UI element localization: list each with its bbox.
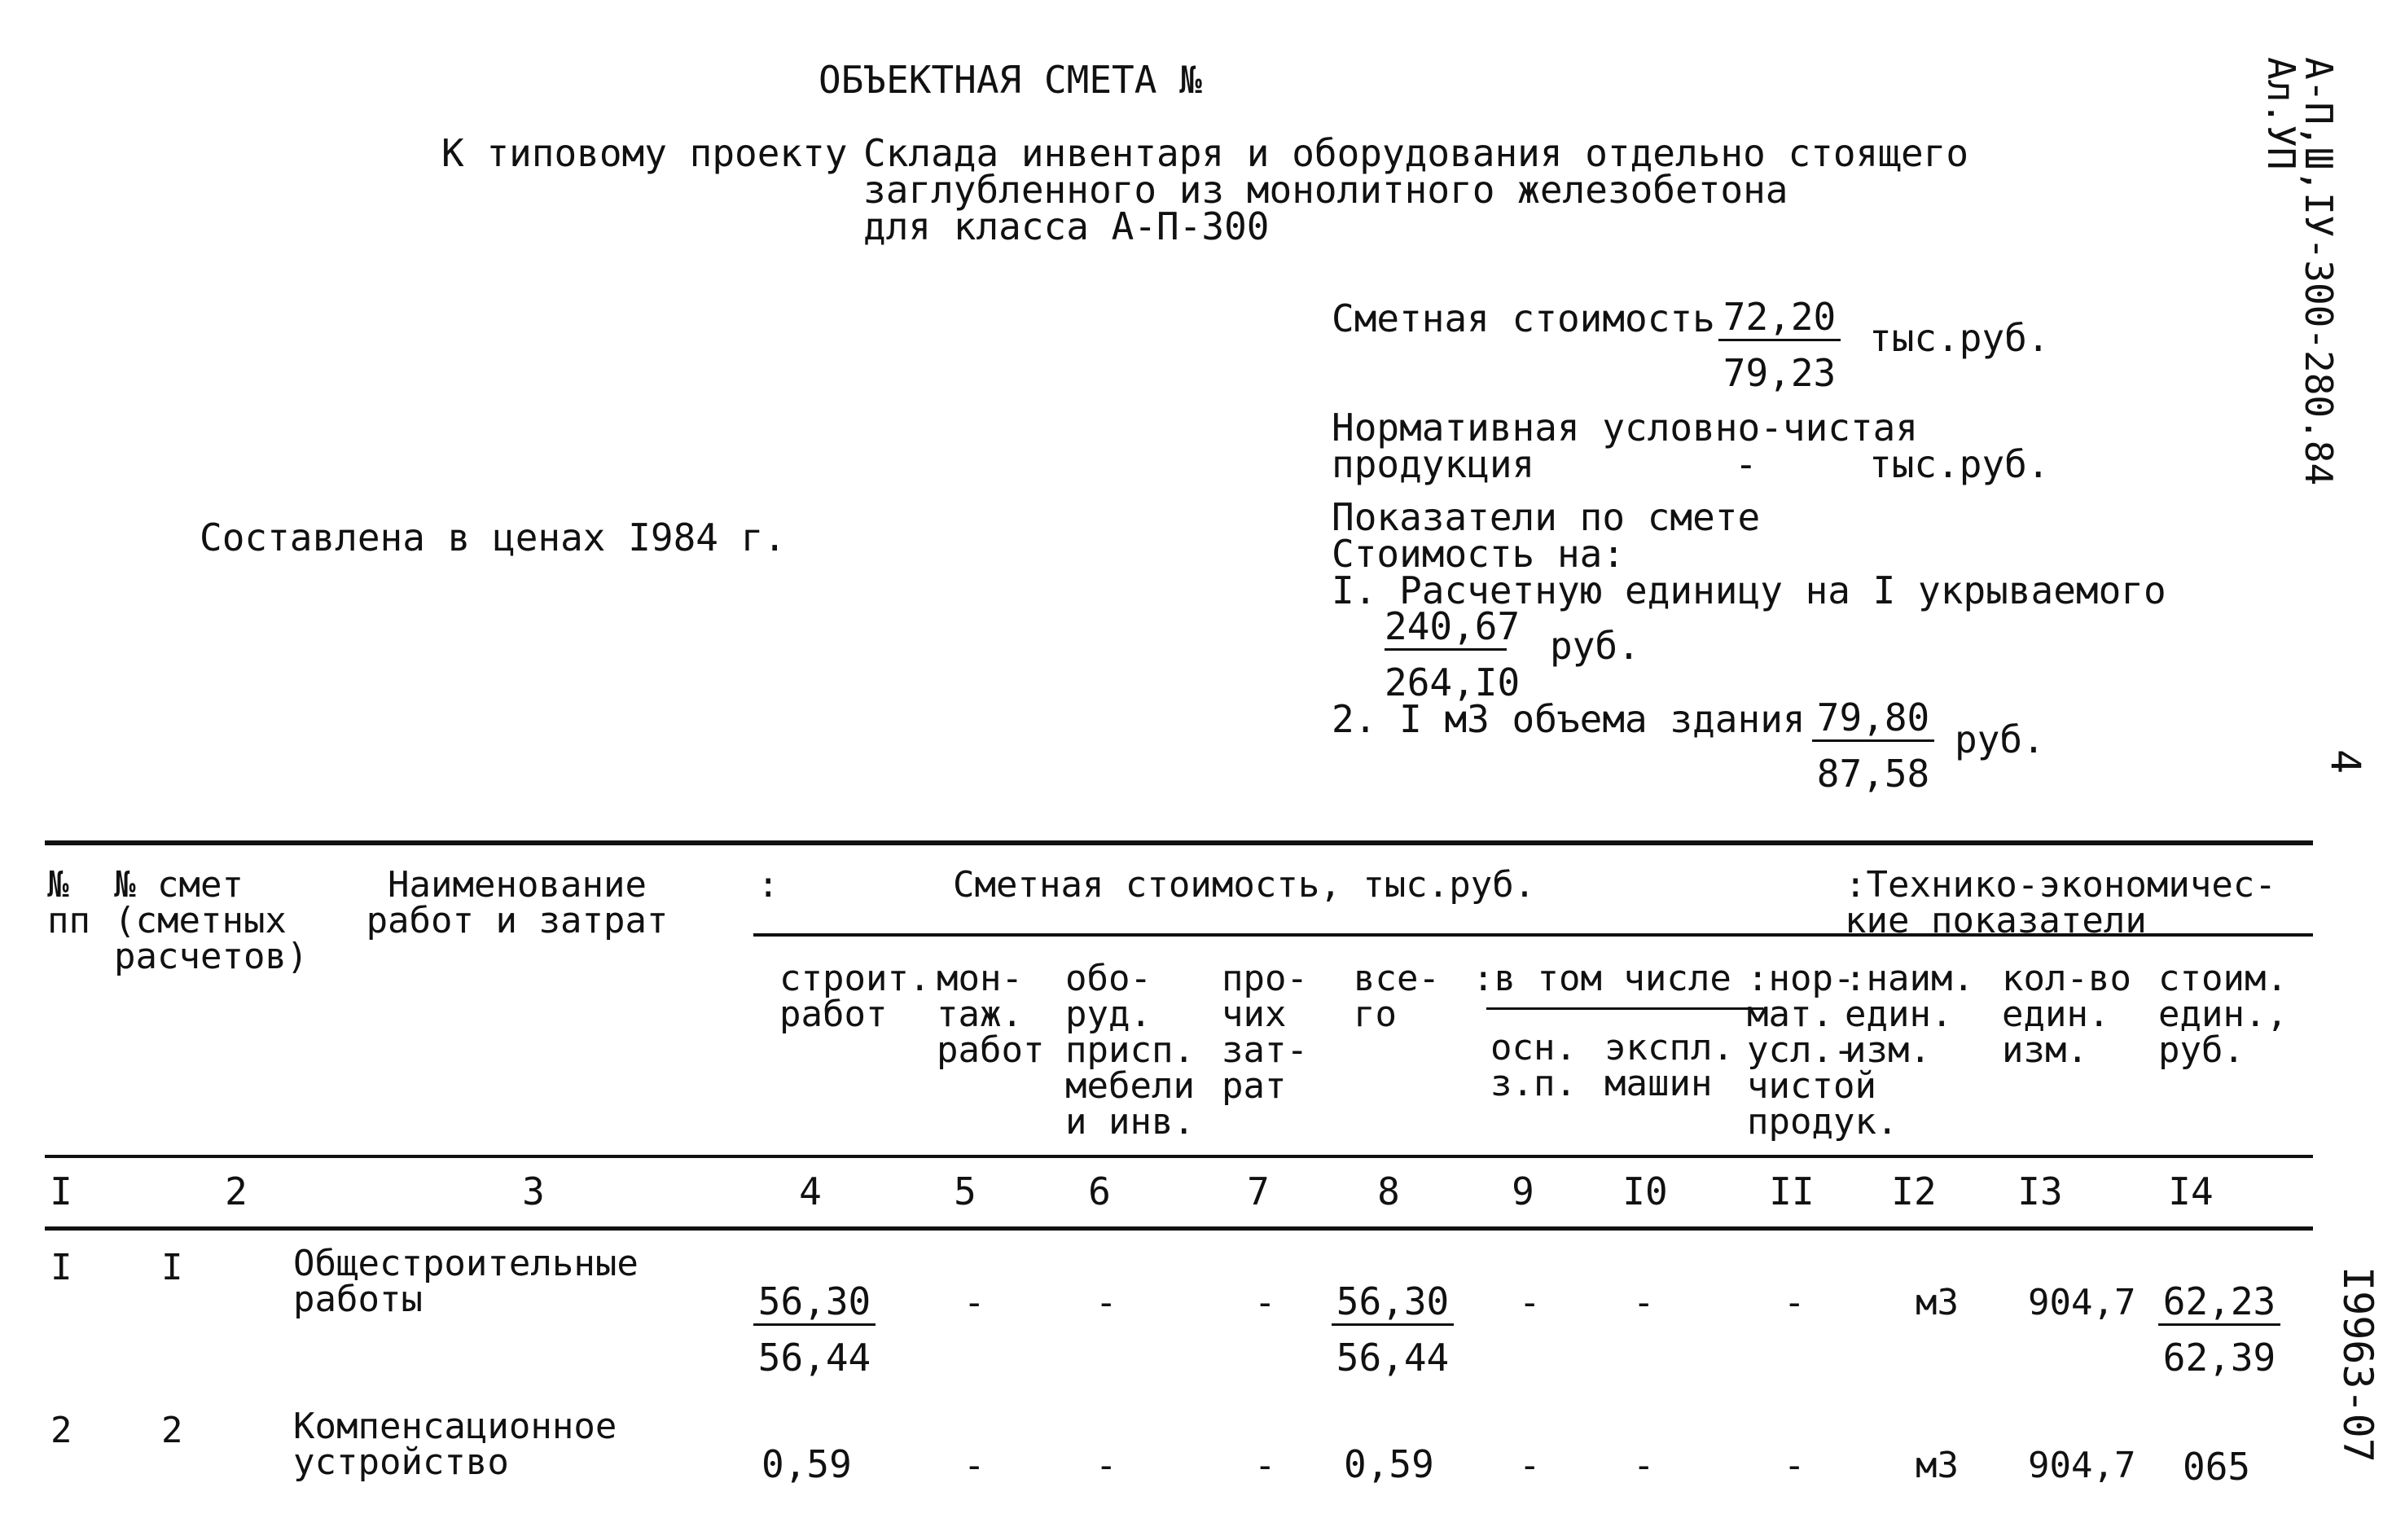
row-1-unit-cost bbox=[2158, 1279, 2280, 1380]
indicator-2-current: 79,80 bbox=[1812, 699, 1934, 742]
page-number: 4 bbox=[2322, 749, 2369, 774]
row-2-estimate: 2 bbox=[161, 1410, 183, 1451]
row-2-unit: м3 bbox=[1916, 1445, 1959, 1486]
header-tech-group: :Технико-экономичес- кие показатели bbox=[1845, 864, 2276, 941]
row-2-wages: - bbox=[1519, 1445, 1541, 1486]
col-number-12: I2 bbox=[1891, 1169, 1937, 1213]
row-2-unit-cost: 065 bbox=[2183, 1445, 2251, 1489]
row-1-construction-adjusted: 56,44 bbox=[757, 1336, 871, 1380]
row-1-unit-cost-adjusted: 62,39 bbox=[2162, 1336, 2276, 1380]
row-1-machines: - bbox=[1633, 1282, 1655, 1323]
row-1-wages: - bbox=[1519, 1282, 1541, 1323]
doc-code-vertical bbox=[2259, 57, 2341, 486]
indicator-2-adjusted: 87,58 bbox=[1816, 752, 1930, 796]
col-number-1: I bbox=[50, 1169, 72, 1213]
col-number-14: I4 bbox=[2168, 1169, 2214, 1213]
row-1-installation: - bbox=[963, 1282, 985, 1323]
indicator-2-unit: руб. bbox=[1955, 717, 2045, 761]
estimated-cost-current: 72,20 bbox=[1718, 298, 1841, 341]
row-1-number: I bbox=[50, 1247, 72, 1288]
row-2-construction: 0,59 bbox=[761, 1442, 852, 1486]
indicators-heading: Показатели по смете bbox=[1332, 495, 1761, 539]
row-1-total bbox=[1332, 1279, 1454, 1380]
header-col-5: мон- таж. работ bbox=[937, 958, 1045, 1071]
normative-label-2: продукция bbox=[1332, 442, 1535, 486]
row-2-quantity: 904,7 bbox=[2028, 1445, 2136, 1486]
row-2-net-product: - bbox=[1784, 1445, 1806, 1486]
indicator-item-2: 2. I м3 объема здания bbox=[1332, 697, 1806, 741]
row-2-name: Компенсационное устройство bbox=[293, 1406, 617, 1483]
row-2-total: 0,59 bbox=[1344, 1442, 1434, 1486]
document-title: ОБЪЕКТНАЯ СМЕТА № bbox=[818, 58, 1202, 102]
normative-label-1: Нормативная условно-чистая bbox=[1332, 406, 1919, 450]
row-2-other: - bbox=[1254, 1445, 1276, 1486]
indicator-1-value bbox=[1385, 604, 1521, 704]
estimated-cost-label: Сметная стоимость bbox=[1332, 296, 1715, 340]
row-1-total-current: 56,30 bbox=[1332, 1283, 1454, 1326]
estimated-cost-unit: тыс.руб. bbox=[1869, 316, 2050, 360]
col-number-6: 6 bbox=[1088, 1169, 1111, 1213]
header-col-4: строит. работ bbox=[779, 958, 931, 1035]
estimated-cost-adjusted: 79,23 bbox=[1723, 351, 1837, 395]
table-incl-rule bbox=[1486, 1007, 1763, 1010]
indicator-item-1: I. Расчетную единицу на I укрываемого bbox=[1332, 568, 2166, 612]
row-1-unit-cost-current: 62,23 bbox=[2158, 1283, 2280, 1326]
project-line-2: заглубленного из монолитного железобетона bbox=[863, 168, 1788, 212]
row-1-name: Общестроительные работы bbox=[293, 1243, 639, 1320]
normative-unit: тыс.руб. bbox=[1869, 442, 2050, 486]
header-col-14: стоим. един., руб. bbox=[2158, 958, 2288, 1071]
row-1-equipment: - bbox=[1095, 1282, 1117, 1323]
row-1-quantity: 904,7 bbox=[2028, 1282, 2136, 1323]
header-colon: : bbox=[757, 864, 779, 906]
col-number-9: 9 bbox=[1512, 1169, 1534, 1213]
col-number-4: 4 bbox=[799, 1169, 822, 1213]
estimated-cost-value bbox=[1718, 295, 1841, 395]
row-1-other: - bbox=[1254, 1282, 1276, 1323]
row-2-number: 2 bbox=[50, 1410, 72, 1451]
header-col-11: :нор- мат. усл.- чистой продук. bbox=[1747, 958, 1898, 1143]
header-col-2: № смет (сметных расчетов) bbox=[114, 864, 309, 977]
indicator-1-unit: руб. bbox=[1550, 624, 1640, 668]
indicator-2-value bbox=[1812, 695, 1934, 796]
indicator-1-current: 240,67 bbox=[1385, 608, 1507, 651]
row-2-machines: - bbox=[1633, 1445, 1655, 1486]
col-number-10: I0 bbox=[1622, 1169, 1668, 1213]
row-1-estimate: I bbox=[161, 1247, 183, 1288]
row-1-unit: м3 bbox=[1916, 1282, 1959, 1323]
table-top-rule bbox=[45, 840, 2313, 845]
project-label: К типовому проекту bbox=[441, 131, 848, 175]
indicator-1-adjusted: 264,I0 bbox=[1385, 660, 1521, 704]
header-col-10: экспл. машин bbox=[1604, 1027, 1734, 1104]
project-line-3: для класса А-П-300 bbox=[863, 204, 1270, 248]
header-col-8: все- го bbox=[1354, 958, 1440, 1035]
header-col-13: кол-во един. изм. bbox=[2002, 958, 2131, 1071]
col-number-2: 2 bbox=[225, 1169, 248, 1213]
doc-number-vertical: I9963-07 bbox=[2334, 1266, 2381, 1463]
project-line-1: Склада инвентаря и оборудования отдельно стоящего bbox=[863, 131, 1969, 175]
col-number-3: 3 bbox=[522, 1169, 545, 1213]
col-number-7: 7 bbox=[1247, 1169, 1270, 1213]
header-cost-group: Сметная стоимость, тыс.руб. bbox=[953, 864, 1536, 906]
prices-note: Составлена в ценах I984 г. bbox=[200, 516, 787, 559]
doc-code-line2: Ал.УП bbox=[2259, 57, 2303, 170]
col-number-5: 5 bbox=[954, 1169, 976, 1213]
row-1-construction bbox=[753, 1279, 876, 1380]
col-number-13: I3 bbox=[2017, 1169, 2063, 1213]
row-1-construction-current: 56,30 bbox=[753, 1283, 876, 1326]
header-col-3: Наименование работ и затрат bbox=[366, 864, 669, 941]
table-header-rule bbox=[45, 1155, 2313, 1158]
row-1-net-product: - bbox=[1784, 1282, 1806, 1323]
header-col-9: осн. з.п. bbox=[1490, 1027, 1577, 1104]
col-number-8: 8 bbox=[1377, 1169, 1400, 1213]
row-2-installation: - bbox=[963, 1445, 985, 1486]
row-2-equipment: - bbox=[1095, 1445, 1117, 1486]
header-col-12: :наим. един. изм. bbox=[1845, 958, 1974, 1071]
doc-code-line1: А-П,Ш,IУ-300-280.84 bbox=[2297, 57, 2341, 486]
header-col-6: обо- руд. присп. мебели и инв. bbox=[1065, 958, 1195, 1143]
header-col-7: про- чих зат- рат bbox=[1222, 958, 1308, 1107]
cost-on-heading: Стоимость на: bbox=[1332, 532, 1626, 576]
col-number-11: II bbox=[1769, 1169, 1815, 1213]
normative-value: - bbox=[1735, 442, 1758, 486]
header-col-1: № пп bbox=[47, 864, 90, 941]
row-1-total-adjusted: 56,44 bbox=[1336, 1336, 1450, 1380]
header-including: :в том числе bbox=[1472, 958, 1731, 999]
table-number-rule bbox=[45, 1226, 2313, 1231]
